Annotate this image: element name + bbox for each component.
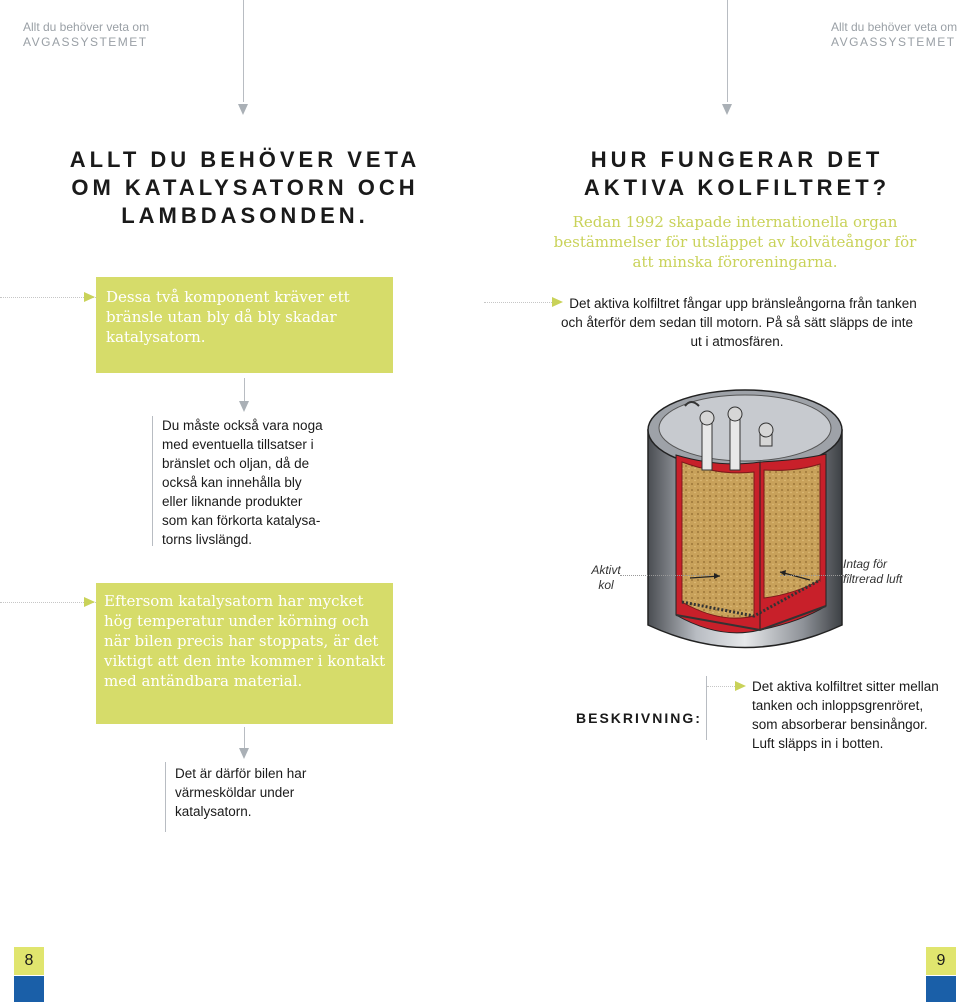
- highlight-text: Dessa två komponent kräver ett bränsle utan bly då bly skadar katalysatorn.: [106, 288, 350, 346]
- paragraph-filter-function: [552, 294, 922, 351]
- title-line: ALLT DU BEHÖVER VETA: [69, 147, 421, 172]
- guide-line-right-top: [727, 0, 728, 102]
- arrow-down-icon: [238, 104, 248, 115]
- title-line: AKTIVA KOLFILTRET?: [583, 175, 891, 200]
- page-number-left: 8: [14, 947, 44, 975]
- running-head-left-line1: Allt du behöver veta om: [23, 20, 150, 34]
- arrow-right-icon: [84, 597, 95, 607]
- paragraph-description: [752, 677, 952, 753]
- text-line: med eventuella tillsatser i: [162, 437, 314, 452]
- intro-text: [540, 212, 930, 272]
- running-head-right-line2: AVGASSYSTEMET: [831, 35, 956, 49]
- text-line: som absorberar bensinångor.: [752, 717, 928, 732]
- text-line: som kan förkorta katalysa-: [162, 513, 321, 528]
- text-line: Du måste också vara noga: [162, 418, 323, 433]
- page-marker-left: [14, 976, 44, 1002]
- text-line: ut i atmosfären.: [690, 334, 784, 349]
- text-line: tanken och inloppsgrenröret,: [752, 698, 924, 713]
- title-line: HUR FUNGERAR DET: [590, 147, 884, 172]
- text-line: bestämmelser för utsläppet av kolväteångor för: [553, 233, 917, 251]
- title-line: OM KATALYSATORN OCH: [71, 175, 419, 200]
- carbon-canister-illustration: [630, 380, 860, 670]
- text-line: att minska föroreningarna.: [632, 253, 838, 271]
- running-head-left: [23, 20, 149, 50]
- running-head-left-line2: AVGASSYSTEMET: [23, 35, 148, 49]
- arrow-down-icon: [722, 104, 732, 115]
- page-number-right: 9: [926, 947, 956, 975]
- text-line: Det aktiva kolfiltret fångar upp bränsleångorna från tanken: [569, 296, 917, 311]
- guide-line-left-top: [243, 0, 244, 102]
- title-line: LAMBDASONDEN.: [121, 203, 369, 228]
- dotted-leader: [0, 602, 96, 603]
- text-line: och återför dem sedan till motorn. På så sätt släpps de inte: [561, 315, 913, 330]
- text-line: Intag för: [843, 557, 888, 571]
- text-line: värmesköldar under: [175, 785, 295, 800]
- label-leader: [780, 575, 850, 576]
- arrow-right-icon: [84, 292, 95, 302]
- text-line: också kan innehålla bly: [162, 475, 302, 490]
- right-page-title: [552, 146, 922, 202]
- text-line: Det aktiva kolfiltret sitter mellan: [752, 679, 939, 694]
- text-line: katalysatorn.: [175, 804, 252, 819]
- text-line: torns livslängd.: [162, 532, 253, 547]
- text-line: Luft släpps in i botten.: [752, 736, 884, 751]
- side-rule-para2: [165, 762, 166, 832]
- highlight-text: Eftersom katalysatorn har mycket hög temperatur under körning och när bilen precis har stoppats, är det viktigt att den inte kommer i kontakt med antändbara material.: [104, 592, 386, 690]
- text-line: bränslet och oljan, då de: [162, 456, 310, 471]
- side-rule-para1: [152, 416, 153, 546]
- dotted-leader: [484, 302, 558, 303]
- guide-line-left-mid: [244, 378, 245, 402]
- text-line: Det är därför bilen har: [175, 766, 307, 781]
- arrow-right-icon: [735, 681, 746, 691]
- dotted-leader: [0, 297, 96, 298]
- text-line: eller liknande produkter: [162, 494, 303, 509]
- text-line: Aktivt: [591, 563, 621, 577]
- page-marker-right: [926, 976, 956, 1002]
- left-page-title: [60, 146, 430, 230]
- arrow-down-icon: [239, 401, 249, 412]
- arrow-down-icon: [239, 748, 249, 759]
- text-line: kol: [598, 578, 614, 592]
- description-label: BESKRIVNING:: [576, 710, 702, 726]
- label-leader: [620, 575, 710, 576]
- highlight-box-lead-free: [96, 277, 393, 373]
- paragraph-heat-shields: [175, 764, 375, 821]
- highlight-box-heat: [96, 583, 393, 724]
- running-head-right-line1: Allt du behöver veta om: [831, 20, 958, 34]
- text-line: filtrerad luft: [843, 572, 903, 586]
- guide-line-left-bottom: [244, 727, 245, 749]
- paragraph-additives: [162, 416, 362, 549]
- running-head-right: [831, 20, 957, 50]
- label-activated-carbon: [586, 563, 626, 593]
- text-line: Redan 1992 skapade internationella organ: [572, 213, 898, 231]
- label-air-intake: [843, 557, 923, 587]
